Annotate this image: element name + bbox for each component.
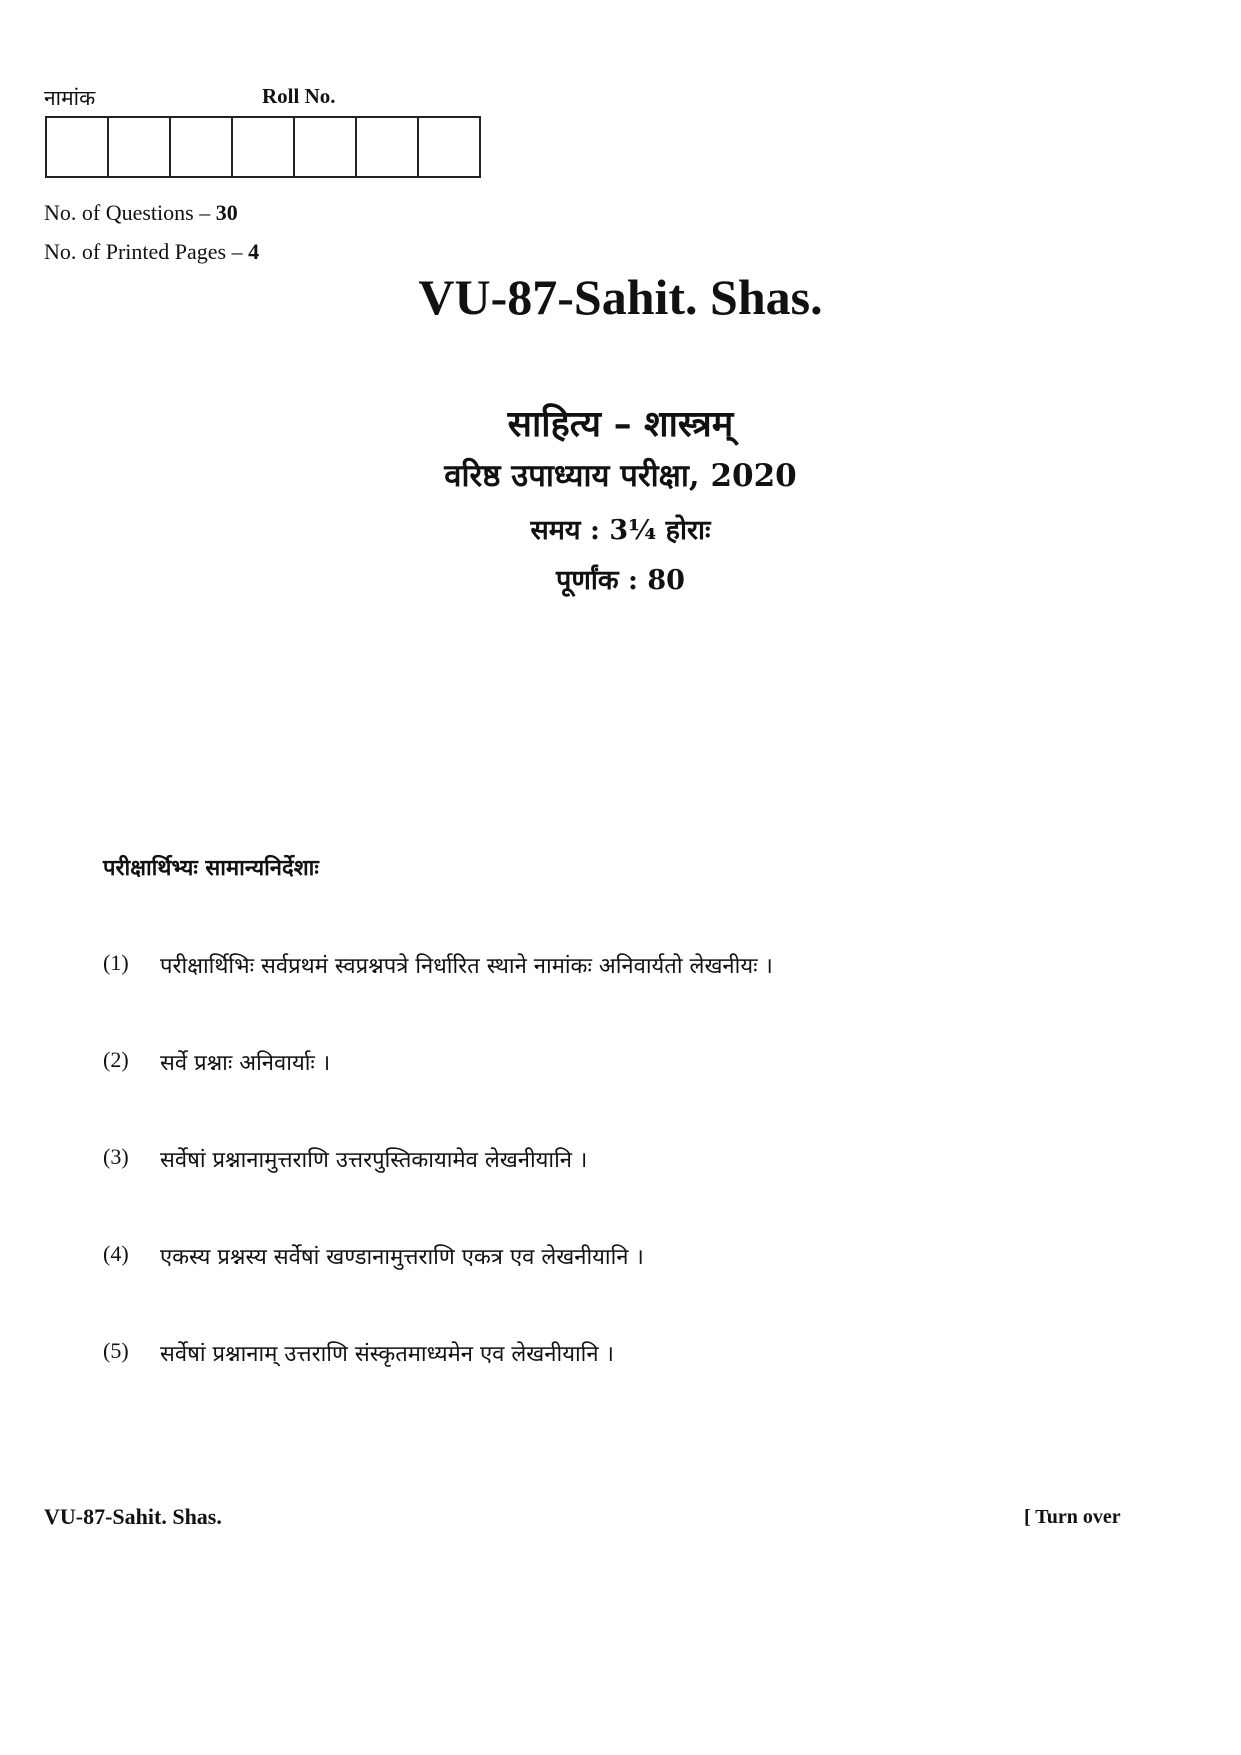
roll-number-box (357, 118, 419, 176)
pages-label: No. of Printed Pages – (44, 239, 249, 264)
number-of-pages (44, 239, 259, 265)
instruction-item (103, 1144, 587, 1174)
instruction-item (103, 1241, 644, 1271)
exam-time: समय : 3¼ होराः (530, 515, 711, 546)
instruction-item (103, 1047, 330, 1077)
roll-number-box (233, 118, 295, 176)
instruction-text: परीक्षार्थिभिः सर्वप्रथमं स्वप्रश्नपत्रे निर्धारित स्थाने नामांकः अनिवार्यतो लेखनीयः । (160, 954, 773, 979)
instruction-text: सर्वेषां प्रश्नानाम् उत्तराणि संस्कृतमाध्यमेन एव लेखनीयानि । (160, 1342, 614, 1367)
subject-title: साहित्य – शास्त्रम् (507, 403, 734, 445)
instruction-item (103, 1338, 614, 1368)
footer-paper-code: VU-87-Sahit. Shas. (44, 1504, 222, 1529)
instruction-number: (3) (103, 1144, 129, 1169)
instruction-item (103, 950, 773, 980)
roll-number-box (47, 118, 109, 176)
exam-name: वरिष्ठ उपाध्याय परीक्षा, 2020 (444, 458, 797, 494)
questions-label: No. of Questions – (44, 200, 216, 225)
instruction-number: (2) (103, 1047, 129, 1072)
roll-number-boxes (45, 116, 481, 178)
roll-number-box (419, 118, 479, 176)
instructions-heading: परीक्षार्थिभ्यः सामान्यनिर्देशाः (103, 855, 319, 881)
instruction-text: सर्वे प्रश्नाः अनिवार्याः । (160, 1051, 331, 1076)
roll-number-box (109, 118, 171, 176)
turn-over-note: [ Turn over (1024, 1506, 1121, 1528)
number-of-questions (44, 200, 238, 226)
instruction-text: सर्वेषां प्रश्नानामुत्तराणि उत्तरपुस्तिकायामेव लेखनीयानि । (160, 1148, 588, 1173)
instruction-number: (5) (103, 1338, 129, 1363)
instruction-number: (1) (103, 950, 129, 975)
instruction-text: एकस्य प्रश्नस्य सर्वेषां खण्डानामुत्तराणि एकत्र एव लेखनीयानि । (160, 1245, 644, 1270)
questions-value: 30 (215, 200, 238, 225)
roll-number-label: Roll No. (262, 84, 336, 108)
pages-value: 4 (248, 239, 260, 264)
paper-code-title: VU-87-Sahit. Shas. (418, 269, 823, 325)
instruction-number: (4) (103, 1241, 129, 1266)
roll-number-label-hindi: नामांक (44, 86, 96, 110)
max-marks: पूर्णांक : 80 (556, 565, 685, 596)
roll-number-box (295, 118, 357, 176)
roll-number-box (171, 118, 233, 176)
